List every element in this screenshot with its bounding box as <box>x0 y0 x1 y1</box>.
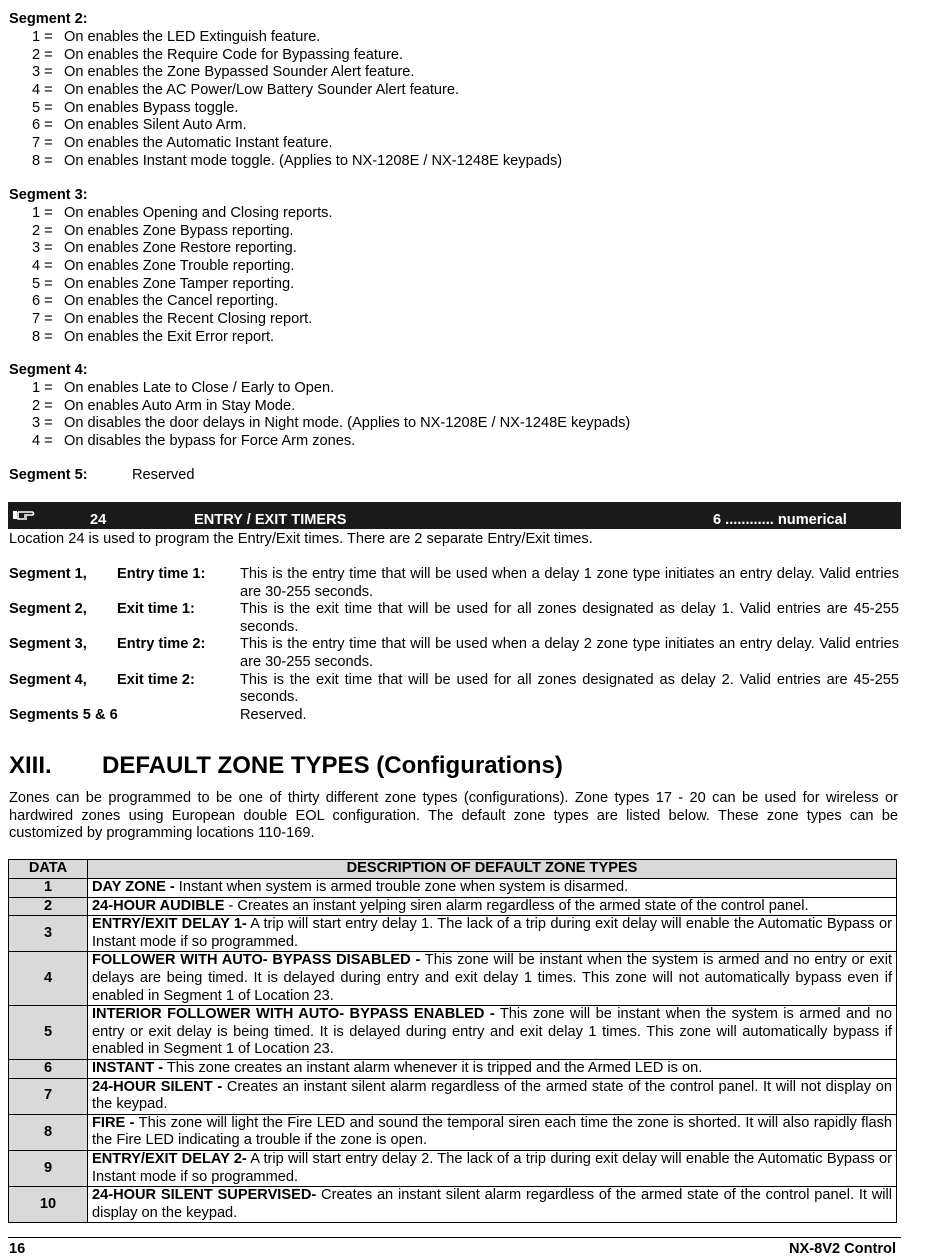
section-number: XIII. <box>9 752 52 779</box>
zone-types-table <box>8 859 897 1223</box>
column-header-data: DATA <box>9 860 88 879</box>
list-item: 2 = On enables Auto Arm in Stay Mode. <box>32 397 296 414</box>
section-heading <box>9 752 563 780</box>
timers-list <box>9 566 899 724</box>
table-row: 10 24-HOUR SILENT SUPERVISED- Creates an instant silent alarm regardless of the armed state of the control panel. It will display on the keypad. <box>9 1187 897 1223</box>
list-item: 4 = On enables the AC Power/Low Battery Sounder Alert feature. <box>32 82 460 99</box>
segment-3-heading: Segment 3: <box>9 187 88 203</box>
section-title: DEFAULT ZONE TYPES (Configurations) <box>102 752 563 779</box>
list-item: 4 = On enables Zone Trouble reporting. <box>32 258 295 275</box>
segment-2-heading: Segment 2: <box>9 11 88 27</box>
location-title: ENTRY / EXIT TIMERS <box>194 512 347 528</box>
hand-pointing-icon <box>12 508 36 526</box>
timer-row: Segment 1, Entry time 1: This is the entry time that will be used when a delay 1 zone type initiates an entry delay. Valid entries are 30-255 seconds. <box>9 566 899 600</box>
list-item: 3 = On enables Zone Restore reporting. <box>32 240 297 257</box>
segment-3-list <box>32 205 333 347</box>
list-item: 1 = On enables Late to Close / Early to Open. <box>32 380 335 396</box>
table-row: 4 FOLLOWER WITH AUTO- BYPASS DISABLED - This zone will be instant when the system is armed and no entry or exit delays are being timed. It is delayed during entry and exit delay 1 times. This zone will not automatically bypass even if enabled in Segment 1 of Location 23. <box>9 952 897 1006</box>
section-paragraph: Zones can be programmed to be one of thirty different zone types (configurations). Zone types 17 - 20 can be used for wireless or hardwired zones using European double EOL configuration. The default zone types are listed below. These zone types can be customized by programming locations 110-169. <box>9 790 898 842</box>
timer-row: Segments 5 & 6 Reserved. <box>9 706 307 723</box>
list-item: 5 = On enables Zone Tamper reporting. <box>32 275 295 292</box>
location-number: 24 <box>90 512 107 528</box>
segment-5-heading: Segment 5: <box>9 467 88 483</box>
segment-4-list <box>32 380 630 451</box>
list-item: 8 = On enables the Exit Error report. <box>32 328 275 345</box>
table-row: 7 24-HOUR SILENT - Creates an instant silent alarm regardless of the armed state of the control panel. It will not display on the keypad. <box>9 1078 897 1114</box>
timer-row: Segment 3, Entry time 2: This is the entry time that will be used when a delay 2 zone type initiates an entry delay. Valid entries are 30-255 seconds. <box>9 636 899 670</box>
list-item: 1 = On enables the LED Extinguish feature. <box>32 29 321 45</box>
table-row: 3 ENTRY/EXIT DELAY 1- A trip will start entry delay 1. The lack of a trip during exit delay will enable the Automatic Bypass or Instant mode if so programmed. <box>9 916 897 952</box>
list-item: 6 = On enables the Cancel reporting. <box>32 293 279 310</box>
table-row: 9 ENTRY/EXIT DELAY 2- A trip will start entry delay 2. The lack of a trip during exit delay will enable the Automatic Bypass or Instant mode if so programmed. <box>9 1150 897 1186</box>
table-row: 5 INTERIOR FOLLOWER WITH AUTO- BYPASS ENABLED - This zone will be instant when the system is armed and no entry or exit delay is being timed. It is delayed during entry and exit delay 1 times. This zone will automatically bypass if enabled in Segment 1 of Location 23. <box>9 1006 897 1060</box>
page-number: 16 <box>9 1241 26 1257</box>
column-header-description: DESCRIPTION OF DEFAULT ZONE TYPES <box>88 860 897 879</box>
list-item: 4 = On disables the bypass for Force Arm zones. <box>32 433 356 450</box>
list-item: 7 = On enables the Automatic Instant feature. <box>32 135 333 152</box>
list-item: 3 = On enables the Zone Bypassed Sounder Alert feature. <box>32 64 415 81</box>
page-footer <box>8 1237 901 1257</box>
list-item: 2 = On enables the Require Code for Bypassing feature. <box>32 46 404 63</box>
list-item: 8 = On enables Instant mode toggle. (Applies to NX-1208E / NX-1248E keypads) <box>32 152 563 169</box>
list-item: 2 = On enables Zone Bypass reporting. <box>32 222 294 239</box>
list-item: 1 = On enables Opening and Closing reports. <box>32 205 333 221</box>
table-header-row <box>9 860 897 879</box>
list-item: 6 = On enables Silent Auto Arm. <box>32 117 247 134</box>
list-item: 3 = On disables the door delays in Night mode. (Applies to NX-1208E / NX-1248E keypads) <box>32 415 631 432</box>
location-24-bar <box>8 502 901 529</box>
segment-5-row <box>9 467 194 483</box>
list-item: 7 = On enables the Recent Closing report. <box>32 311 313 328</box>
segment-4-heading: Segment 4: <box>9 362 88 378</box>
list-item: 5 = On enables Bypass toggle. <box>32 99 239 116</box>
timers-intro: Location 24 is used to program the Entry/Exit times. There are 2 separate Entry/Exit times. <box>9 531 593 547</box>
timer-row: Segment 4, Exit time 2: This is the exit time that will be used for all zones designated as delay 2. Valid entries are 45-255 seconds. <box>9 671 899 706</box>
segment-5-text: Reserved <box>132 467 195 483</box>
table-row: 6 INSTANT - This zone creates an instant alarm whenever it is tripped and the Armed LED is on. <box>9 1059 897 1078</box>
table-row: 1 DAY ZONE - Instant when system is armed trouble zone when system is disarmed. <box>9 879 897 898</box>
table-row: 8 FIRE - This zone will light the Fire LED and sound the temporal siren each time the zone is shorted. It will also rapidly flash the Fire LED indicating a trouble if the zone is open. <box>9 1114 897 1150</box>
product-name: NX-8V2 Control <box>788 1241 896 1257</box>
timer-row: Segment 2, Exit time 1: This is the exit time that will be used for all zones designated as delay 1. Valid entries are 45-255 seconds. <box>9 601 899 635</box>
location-segments: 6 ............ numerical <box>713 512 847 528</box>
segment-2-list <box>32 29 562 171</box>
table-row: 2 24-HOUR AUDIBLE - Creates an instant yelping siren alarm regardless of the armed state of the control panel. <box>9 897 897 916</box>
